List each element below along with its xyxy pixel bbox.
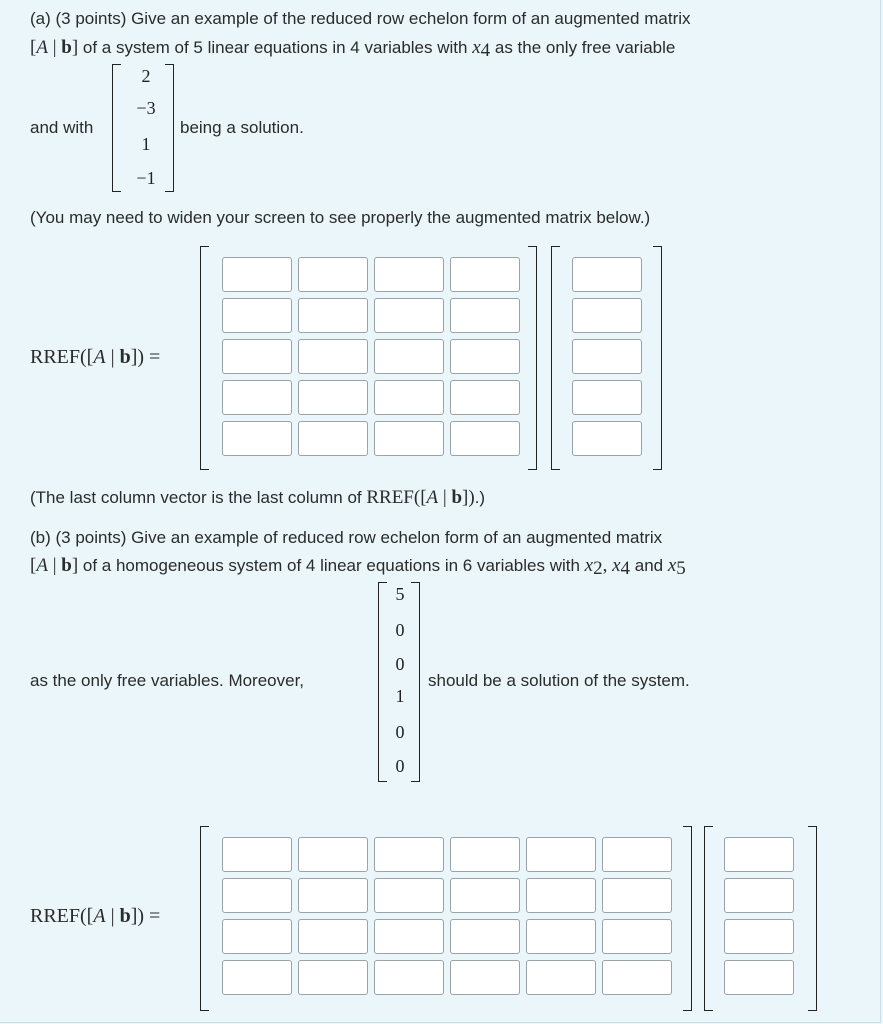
widen-screen-note: (You may need to widen your screen to see properly the augmented matrix below.) [30, 208, 651, 227]
augmented-input-r5[interactable] [572, 421, 642, 456]
augmented-input-r3[interactable] [572, 339, 642, 374]
coefficient-input-r3-c1[interactable] [222, 339, 292, 374]
coefficient-input-r2-c4[interactable] [450, 298, 520, 333]
coefficient-input-r1-c1[interactable] [222, 837, 292, 872]
coefficient-input-r5-c3[interactable] [374, 421, 444, 456]
coefficient-input-r1-c3[interactable] [374, 837, 444, 872]
coefficient-input-r3-c4[interactable] [450, 919, 520, 954]
coefficient-input-r1-c3[interactable] [374, 257, 444, 292]
coefficient-input-r3-c6[interactable] [602, 919, 672, 954]
coefficient-input-r4-c4[interactable] [450, 380, 520, 415]
matrix-b-coef-right-bracket [683, 826, 692, 1011]
matrix-a-left-bracket [200, 246, 209, 470]
matrix-a-aug-left-bracket [551, 246, 560, 470]
coefficient-input-r5-c1[interactable] [222, 421, 292, 456]
coefficient-input-r2-c2[interactable] [298, 878, 368, 913]
coefficient-input-r2-c2[interactable] [298, 298, 368, 333]
part-a-solution-vector [126, 64, 166, 190]
being-solution-text: being a solution. [180, 118, 304, 137]
coefficient-input-r1-c5[interactable] [526, 837, 596, 872]
coefficient-input-r1-c1[interactable] [222, 257, 292, 292]
vector-entry: 0 [395, 654, 405, 674]
coefficient-input-r4-c4[interactable] [450, 960, 520, 995]
coefficient-input-r4-c1[interactable] [222, 380, 292, 415]
matrix-b-left-bracket [200, 826, 209, 1011]
vector-entry: 2 [141, 66, 151, 86]
coefficient-input-r4-c6[interactable] [602, 960, 672, 995]
coefficient-input-r4-c2[interactable] [298, 960, 368, 995]
coefficient-input-r4-c3[interactable] [374, 960, 444, 995]
coefficient-input-r3-c3[interactable] [374, 919, 444, 954]
coefficient-input-r4-c5[interactable] [526, 960, 596, 995]
augmented-input-r2[interactable] [572, 298, 642, 333]
part-b-solution-vector [386, 582, 414, 780]
part-b-rref-label: RREF([A | b]) = [30, 905, 161, 927]
coefficient-input-r4-c3[interactable] [374, 380, 444, 415]
vector-entry: −3 [136, 98, 156, 118]
part-b-prompt-line2: [A | b] of a homogeneous system of 4 linear equations in 6 variables with $x_2$, $x_4$ and $x_5$ [30, 555, 686, 579]
coefficient-input-r4-c1[interactable] [222, 960, 292, 995]
vector-entry: 1 [141, 134, 151, 154]
augmented-input-r4[interactable] [572, 380, 642, 415]
matrix-b-aug-right-bracket [808, 826, 817, 1011]
coefficient-input-r1-c2[interactable] [298, 257, 368, 292]
coefficient-input-r3-c3[interactable] [374, 339, 444, 374]
vector-entry: 0 [395, 756, 405, 776]
augmented-input-r4[interactable] [724, 960, 794, 995]
and-with-text: and with [30, 118, 94, 137]
coefficient-input-r3-c1[interactable] [222, 919, 292, 954]
vector-entry: 5 [395, 584, 405, 604]
coefficient-input-r2-c3[interactable] [374, 878, 444, 913]
vector-entry: 1 [395, 686, 405, 706]
only-free-variables-text: as the only free variables. Moreover, [30, 671, 305, 690]
part-a-prompt-line1: (a) (3 points) Give an example of the reduced row echelon form of an augmented matrix [30, 9, 691, 28]
coefficient-input-r2-c1[interactable] [222, 298, 292, 333]
matrix-a-coef-right-bracket [528, 246, 537, 470]
part-a-prompt-line2: [A | b] of a system of 5 linear equations in 4 variables with $x_4$ as the only free variable [30, 37, 676, 61]
coefficient-input-r1-c4[interactable] [450, 837, 520, 872]
augmented-input-r1[interactable] [724, 837, 794, 872]
should-be-solution-text: should be a solution of the system. [428, 671, 690, 690]
vector-entry: 0 [395, 722, 405, 742]
vector-entry: 0 [395, 620, 405, 640]
coefficient-input-r5-c4[interactable] [450, 421, 520, 456]
coefficient-input-r4-c2[interactable] [298, 380, 368, 415]
coefficient-input-r3-c2[interactable] [298, 919, 368, 954]
augmented-input-r1[interactable] [572, 257, 642, 292]
coefficient-input-r3-c5[interactable] [526, 919, 596, 954]
vector-entry: −1 [136, 168, 156, 188]
solution-vector-left-bracket [112, 64, 121, 192]
coefficient-input-r1-c6[interactable] [602, 837, 672, 872]
part-b-prompt-line1: (b) (3 points) Give an example of reduced row echelon form of an augmented matrix [30, 528, 663, 547]
coefficient-input-r2-c5[interactable] [526, 878, 596, 913]
solution-vector-right-bracket [165, 64, 174, 192]
last-column-note: (The last column vector is the last column of RREF([A | b]).) [30, 487, 486, 508]
matrix-a-aug-right-bracket [653, 246, 662, 470]
coefficient-input-r1-c4[interactable] [450, 257, 520, 292]
coefficient-input-r2-c6[interactable] [602, 878, 672, 913]
coefficient-input-r3-c4[interactable] [450, 339, 520, 374]
part-a-rref-label: RREF([A | b]) = [30, 346, 161, 368]
coefficient-input-r5-c2[interactable] [298, 421, 368, 456]
coefficient-input-r2-c3[interactable] [374, 298, 444, 333]
matrix-b-aug-left-bracket [704, 826, 713, 1011]
augmented-input-r2[interactable] [724, 878, 794, 913]
coefficient-input-r1-c2[interactable] [298, 837, 368, 872]
coefficient-input-r2-c1[interactable] [222, 878, 292, 913]
augmented-input-r3[interactable] [724, 919, 794, 954]
coefficient-input-r3-c2[interactable] [298, 339, 368, 374]
coefficient-input-r2-c4[interactable] [450, 878, 520, 913]
